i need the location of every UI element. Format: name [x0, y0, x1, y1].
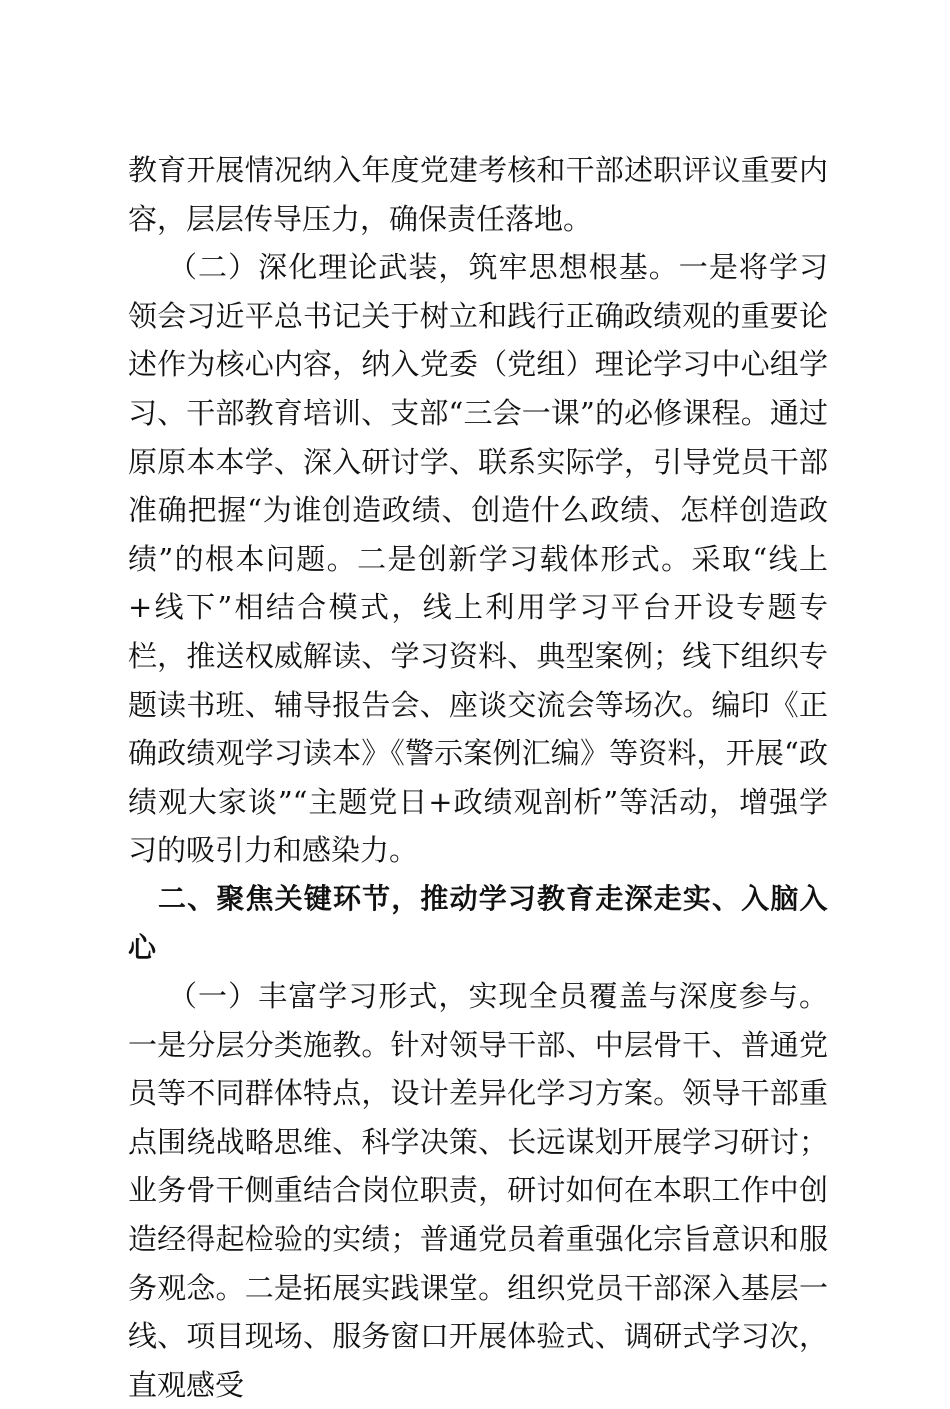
- document-body: [128, 146, 828, 1409]
- paragraph-learning-forms: （一）丰富学习形式，实现全员覆盖与深度参与。一是分层分类施教。针对领导干部、中层骨干、普通党员等不同群体特点，设计差异化学习方案。领导干部重点围绕战略思维、科学决策、长远谋划开展学习研讨；业务骨干侧重结合岗位职责，研讨如何在本职工作中创造经得起检验的实绩；普通党员着重强化宗旨意识和服务观念。二是拓展实践课堂。组织党员干部深入基层一线、项目现场、服务窗口开展体验式、调研式学习次，直观感受: [128, 979, 828, 1402]
- section-heading: 二、聚焦关键环节，推动学习教育走深走实、入脑入心: [128, 881, 828, 964]
- paragraph-continuation: 教育开展情况纳入年度党建考核和干部述职评议重要内容，层层传导压力，确保责任落地。: [128, 153, 828, 236]
- paragraph-theory-study: （二）深化理论武装，筑牢思想根基。一是将学习领会习近平总书记关于树立和践行正确政绩观的重要论述作为核心内容，纳入党委（党组）理论学习中心组学习、干部教育培训、支部“三会一课”的必修课程。通过原原本本学、深入研讨学、联系实际学，引导党员干部准确把握“为谁创造政绩、创造什么政绩、怎样创造政绩”的根本问题。二是创新学习载体形式。采取“线上+线下”相结合模式，线上利用学习平台开设专题专栏，推送权威解读、学习资料、典型案例；线下组织专题读书班、辅导报告会、座谈交流会等场次。编印《正确政绩观学习读本》《警示案例汇编》等资料，开展“政绩观大家谈”“主题党日+政绩观剖析”等活动，增强学习的吸引力和感染力。: [128, 250, 828, 868]
